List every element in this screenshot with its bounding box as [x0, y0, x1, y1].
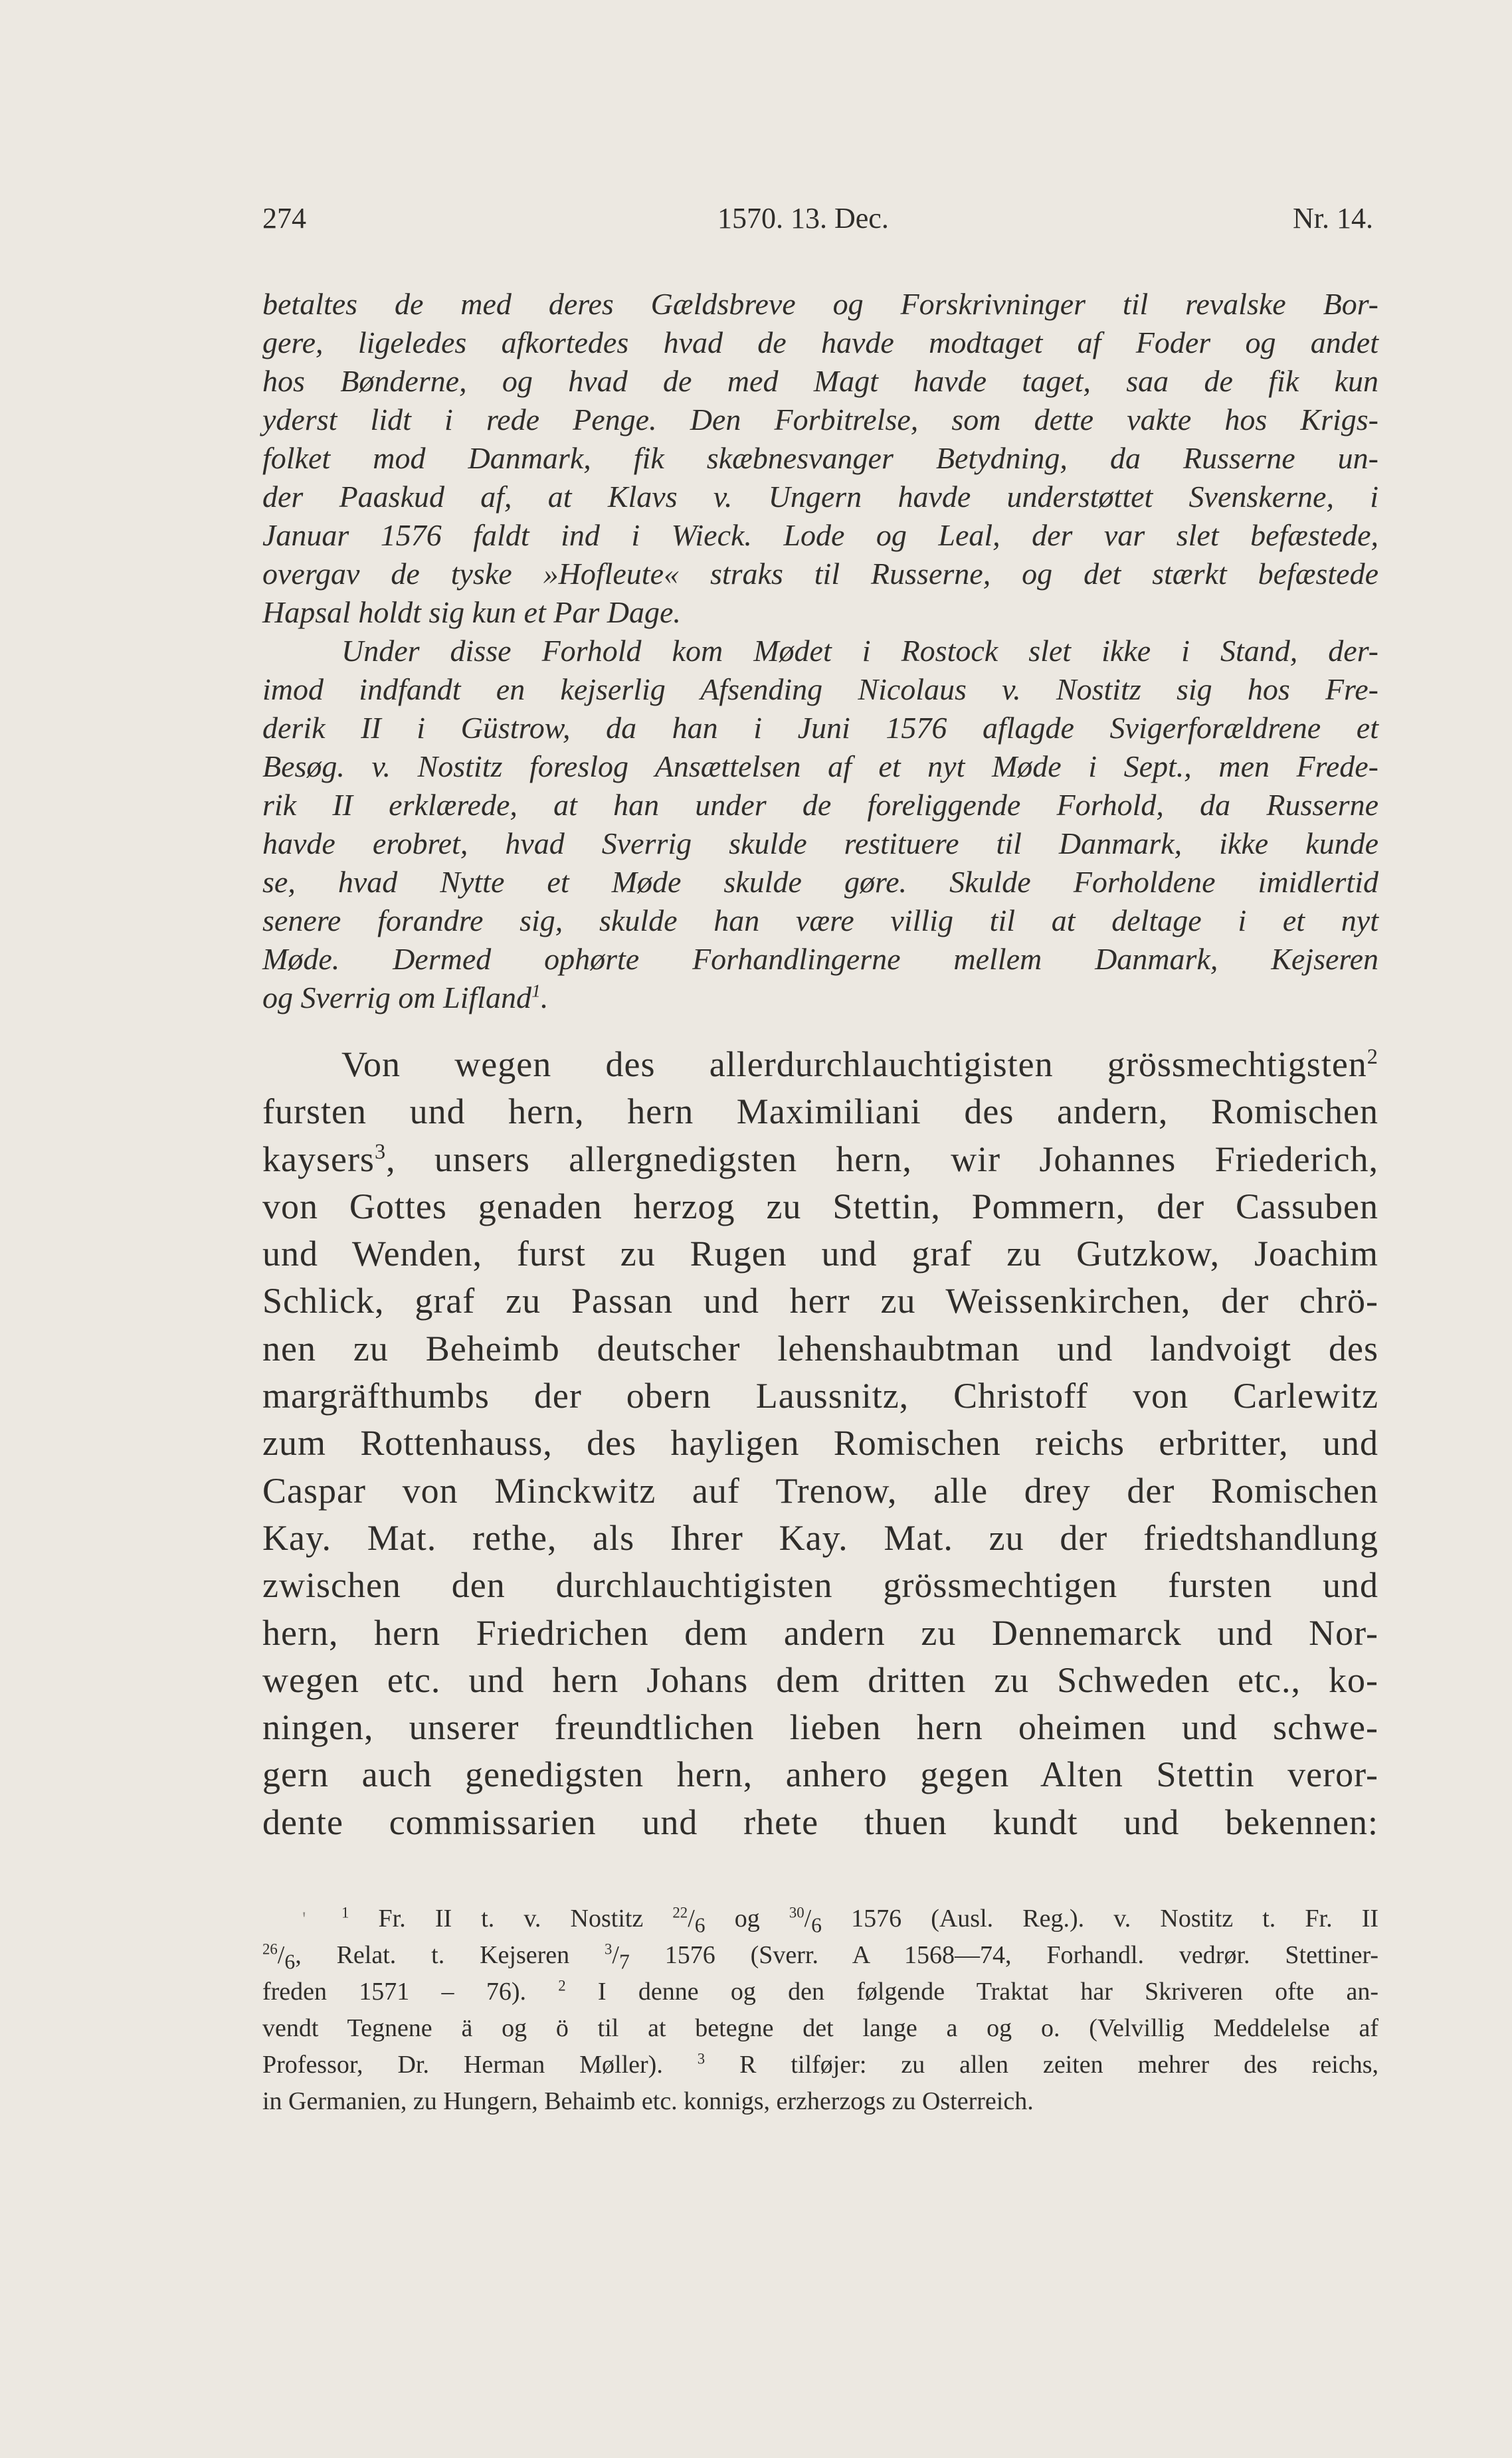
footnote-line	[262, 2047, 1378, 2083]
fraction-denominator: 6	[284, 1950, 296, 1974]
text-line: wegen etc. und hern Johans dem dritten zu Schweden etc., ko-	[262, 1659, 1378, 1700]
text-line: derik II i Güstrow, da han i Juni 1576 aflagde Svigerforældrene et	[262, 711, 1378, 745]
text-segment: og	[734, 1905, 760, 1933]
text-line	[262, 1041, 1378, 1088]
text-segment: Fr. II t. v. Nostitz	[378, 1905, 644, 1933]
document-number: Nr. 14.	[1293, 202, 1373, 235]
page-mark: '	[302, 1908, 306, 1930]
treaty-text	[262, 1041, 1378, 1846]
text-segment: 1576 (Ausl. Reg.). v. Nostitz t. Fr. II	[851, 1905, 1379, 1933]
text-line: betaltes de med deres Gældsbreve og Forskrivninger til revalske Bor-	[262, 287, 1378, 321]
text-line	[262, 979, 1378, 1017]
text-segment: R tilføjer: zu allen zeiten mehrer des reichs,	[739, 2051, 1378, 2079]
footnote-line: in Germanien, zu Hungern, Behaimb etc. konnigs, erzherzogs zu Osterreich.	[262, 2087, 1034, 2115]
text-segment: freden 1571 – 76).	[262, 1978, 526, 2006]
text-line: Kay. Mat. rethe, als Ihrer Kay. Mat. zu der friedtshandlung	[262, 1517, 1378, 1558]
text-segment: kaysers	[262, 1139, 375, 1179]
text-line: Møde. Dermed ophørte Forhandlingerne mellem Danmark, Kejseren	[262, 942, 1378, 976]
text-line: zwischen den durchlauchtigisten grössmechtigen fursten und	[262, 1565, 1378, 1606]
text-line: se, hvad Nytte et Møde skulde gøre. Skulde Forholdene imidlertid	[262, 865, 1378, 899]
text-line: Besøg. v. Nostitz foreslog Ansættelsen af et nyt Møde i Sept., men Frede-	[262, 749, 1378, 783]
text-segment: 1576 (Sverr. A 1568—74, Forhandl. vedrør. Stettiner-	[664, 1941, 1379, 1969]
text-line: Schlick, graf zu Passan und herr zu Weissenkirchen, der chrö-	[262, 1281, 1378, 1321]
footnote-line	[262, 1974, 1378, 2010]
fraction-numerator: 26	[262, 1940, 278, 1958]
text-segment: , unsers allergnedigsten hern, wir Johannes Friederich,	[386, 1139, 1378, 1179]
fraction-denominator: 6	[694, 1913, 706, 1937]
fraction-numerator: 3	[605, 1940, 613, 1958]
text-line: yderst lidt i rede Penge. Den Forbitrelse, som dette vakte hos Krigs-	[262, 403, 1378, 436]
text-line: folket mod Danmark, fik skæbnesvanger Betydning, da Russerne un-	[262, 441, 1378, 475]
text-line: Under disse Forhold kom Mødet i Rostock slet ikke i Stand, der-	[341, 634, 1378, 668]
text-line: imod indfandt en kejserlig Afsending Nicolaus v. Nostitz sig hos Fre-	[262, 672, 1378, 706]
text-line: havde erobret, hvad Sverrig skulde restituere til Danmark, ikke kunde	[262, 826, 1378, 860]
text-line: margräfthumbs der obern Laussnitz, Christoff von Carlewitz	[262, 1376, 1378, 1416]
text-line: fursten und hern, hern Maximiliani des andern, Romischen	[262, 1091, 1378, 1132]
text-line: hos Bønderne, og hvad de med Magt havde taget, saa de fik kun	[262, 364, 1378, 398]
page-number: 274	[262, 202, 306, 235]
footnote-ref: 2	[1367, 1045, 1378, 1069]
footnote-number: 1	[341, 1904, 349, 1921]
fraction-denominator: 7	[618, 1950, 630, 1974]
running-header	[262, 201, 1373, 241]
fraction-numerator: 30	[789, 1904, 804, 1921]
text-line: dente commissarien und rhete thuen kundt und bekennen:	[262, 1802, 1378, 1842]
text-line: zum Rottenhauss, des hayligen Romischen reichs erbritter, und	[262, 1423, 1378, 1464]
text-segment: Professor, Dr. Herman Møller).	[262, 2051, 663, 2079]
text-line	[262, 1136, 1378, 1183]
text-segment: .	[540, 981, 549, 1014]
footnote-line: $^1$ Fr. II t. v. Nostitz $^{22}/_6$ og $^{30}/_6$ 1576 (Ausl. Reg.). v. Nostitz t. Fr. II	[341, 1904, 1379, 1937]
footnotes	[262, 1901, 1378, 2120]
text-segment: , Relat. t. Kejseren	[295, 1941, 570, 1969]
footnote-line: vendt Tegnene ä og ö til at betegne det lange a og o. (Velvillig Meddelelse af	[262, 2014, 1378, 2042]
text-line: hern, hern Friedrichen dem andern zu Dennemarck und Nor-	[262, 1612, 1378, 1653]
commentary-paragraph	[262, 285, 1378, 1017]
footnote-ref: 1	[531, 980, 541, 1001]
text-line: rik II erklærede, at han under de foreliggende Forhold, da Russerne	[262, 788, 1378, 822]
text-line: gern auch genedigsten hern, anhero gegen Alten Stettin veror-	[262, 1754, 1378, 1795]
text-line: ningen, unserer freundtlichen lieben hern oheimen und schwe-	[262, 1707, 1378, 1748]
header-date: 1570. 13. Dec.	[717, 202, 889, 235]
footnote-ref: 3	[374, 1139, 387, 1164]
footnote-number: 3	[697, 2050, 706, 2067]
text-line: gere, ligeledes afkortedes hvad de havde modtaget af Foder og andet	[262, 326, 1378, 359]
text-segment: I denne og den følgende Traktat har Skriveren ofte an-	[597, 1978, 1379, 2006]
text-segment: Von wegen des allerdurchlauchtigisten grössmechtigsten	[341, 1044, 1367, 1084]
text-line: Januar 1576 faldt ind i Wieck. Lode og Leal, der var slet befæstede,	[262, 518, 1378, 552]
text-segment: og Sverrig om Lifland	[262, 981, 532, 1014]
text-line: Hapsal holdt sig kun et Par Dage.	[262, 595, 681, 629]
text-line: senere forandre sig, skulde han være villig til at deltage i et nyt	[262, 903, 1378, 937]
fraction-denominator: 6	[811, 1913, 822, 1937]
text-line: Caspar von Minckwitz auf Trenow, alle drey der Romischen	[262, 1470, 1378, 1511]
text-line: nen zu Beheimb deutscher lehenshaubtman und landvoigt des	[262, 1328, 1378, 1369]
text-line: und Wenden, furst zu Rugen und graf zu Gutzkow, Joachim	[262, 1234, 1378, 1274]
footnote-number: 2	[558, 1977, 566, 1994]
text-line: der Paaskud af, at Klavs v. Ungern havde understøttet Svenskerne, i	[262, 480, 1378, 514]
fraction-numerator: 22	[672, 1904, 688, 1921]
text-line: overgav de tyske »Hofleute« straks til Russerne, og det stærkt befæstede	[262, 557, 1378, 591]
footnote-line: $^{26}/_6$, Relat. t. Kejseren $^3/_7$ 1576 (Sverr. A 1568—74, Forhandl. vedrør. Stettiner-	[262, 1940, 1379, 1974]
text-line: von Gottes genaden herzog zu Stettin, Pommern, der Cassuben	[262, 1186, 1378, 1226]
